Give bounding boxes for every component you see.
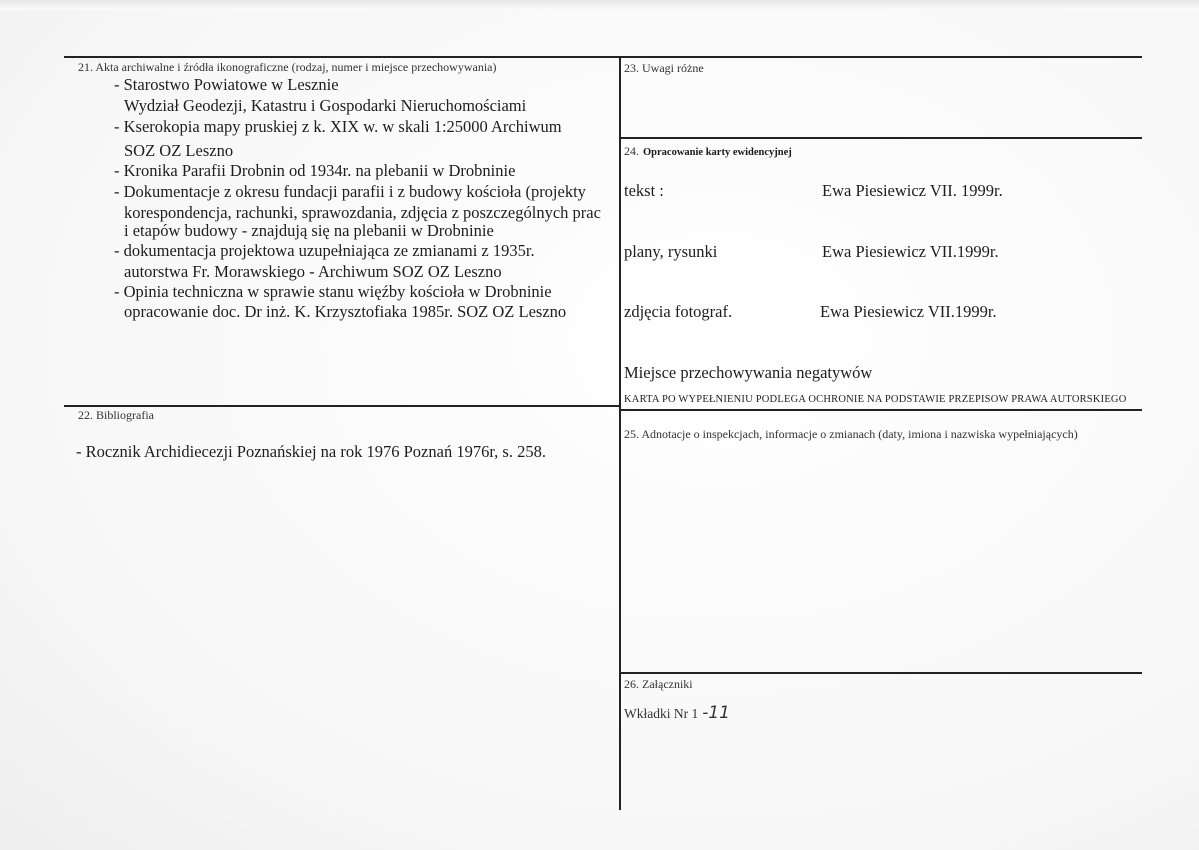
bibliography-entry: - Rocznik Archidiecezji Poznańskiej na rok 1976 Poznań 1976r, s. 258. (76, 442, 546, 461)
copyright-note: KARTA PO WYPEŁNIENIU PODLEGA OCHRONIE NA PODSTAWIE PRZEPISÓW PRAWA AUTORSKIEGO (624, 394, 1127, 405)
section-21-line: i etapów budowy - znajdują się na plebanii w Drobninie (124, 221, 494, 240)
section-21-line: - Kronika Parafii Drobnin od 1934r. na plebanii w Drobninie (114, 161, 516, 180)
attachments-line (624, 703, 730, 723)
section-21-line: - Starostwo Powiatowe w Lesznie (114, 75, 339, 94)
attachments-handwritten-number: -11 (702, 703, 731, 723)
section-21-line: korespondencja, rachunki, sprawozdania, zdjęcia z poszczególnych prac (124, 203, 601, 222)
section-divider-24-25 (619, 409, 1142, 411)
page-top-edge (0, 0, 1199, 10)
section-26-header: 26. Załączniki (624, 677, 693, 691)
section-divider-23-24 (619, 137, 1142, 139)
credit-value-text: Ewa Piesiewicz VII. 1999r. (822, 181, 1003, 200)
section-25-header: 25. Adnotacje o inspekcjach, informacje o zmianach (daty, imiona i nazwiska wypełniających) (624, 427, 1078, 441)
section-21-line: Wydział Geodezji, Katastru i Gospodarki Nieruchomościami (124, 96, 527, 115)
section-21-line: - Kserokopia mapy pruskiej z k. XIX w. w skali 1:25000 Archiwum (114, 117, 562, 136)
section-21-line: opracowanie doc. Dr inż. K. Krzysztofiaka 1985r. SOZ OZ Leszno (124, 302, 567, 321)
section-21-line: - Opinia techniczna w sprawie stanu więźby kościoła w Drobninie (114, 282, 552, 301)
section-24-title: Opracowanie karty ewidencyjnej (643, 147, 792, 158)
section-21-line: - dokumentacja projektowa uzupełniająca ze zmianami z 1935r. (114, 241, 535, 260)
credit-value-plans: Ewa Piesiewicz VII.1999r. (822, 242, 999, 261)
negatives-location-label: Miejsce przechowywania negatywów (624, 363, 873, 382)
credit-label-plans: plany, rysunki (624, 242, 718, 261)
section-24-header (624, 142, 792, 160)
credit-value-photos: Ewa Piesiewicz VII.1999r. (820, 302, 997, 321)
section-22-header: 22. Bibliografia (78, 408, 154, 422)
credit-label-text: tekst : (624, 181, 664, 200)
section-21-header: 21. Akta archiwalne i źródła ikonograficzne (rodzaj, numer i miejsce przechowywania) (78, 60, 497, 74)
credit-label-photos: zdjęcia fotograf. (624, 302, 733, 321)
section-divider-21-22 (64, 405, 620, 407)
section-21-line: SOZ OZ Leszno (124, 141, 234, 160)
section-divider-25-26 (619, 672, 1142, 674)
center-divider-line (619, 57, 621, 810)
section-21-line: autorstwa Fr. Morawskiego - Archiwum SOZ OZ Leszno (124, 262, 502, 281)
attachments-label: Wkładki Nr 1 (624, 706, 699, 721)
top-border-line (64, 56, 1142, 58)
section-21-line: - Dokumentacje z okresu fundacji parafii i z budowy kościoła (projekty (114, 182, 586, 201)
section-24-number: 24. (624, 144, 639, 158)
section-23-header: 23. Uwagi różne (624, 61, 704, 75)
